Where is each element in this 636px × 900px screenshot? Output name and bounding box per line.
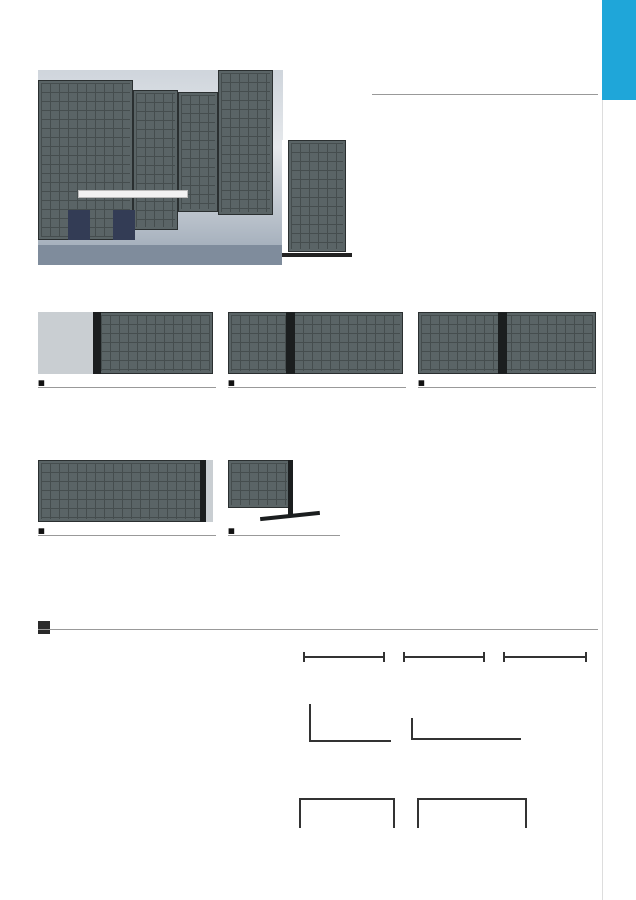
end-cover-photo (38, 460, 213, 522)
col-header-size (523, 94, 598, 95)
col-header (347, 387, 406, 388)
col-header (228, 387, 287, 388)
col-header (228, 535, 284, 536)
category-sidebar (602, 0, 636, 900)
part-table (418, 387, 596, 388)
part-title (228, 526, 406, 535)
col-header (97, 387, 156, 388)
l-pole-photo (38, 312, 213, 374)
col-header-price (447, 94, 522, 95)
part-cross-pole (418, 378, 596, 389)
stabilizer-leg-photo (228, 460, 328, 522)
cross-pole-photo (418, 312, 596, 374)
main-price-table (372, 94, 598, 95)
product-photo-room (38, 70, 283, 265)
col-header (97, 535, 156, 536)
part-title (38, 378, 216, 387)
part-t-pole (228, 378, 406, 389)
l-layout-diagram (293, 690, 593, 775)
part-table (228, 535, 340, 536)
col-header-code (372, 94, 447, 95)
col-header (284, 535, 340, 536)
sidebar-tab-working-booth[interactable] (602, 0, 636, 100)
part-title (228, 378, 406, 387)
layout-header (38, 615, 598, 627)
part-l-pole (38, 378, 216, 389)
col-header (537, 387, 596, 388)
part-end-cover (38, 526, 216, 537)
col-header (38, 535, 97, 536)
col-header (477, 387, 536, 388)
part-table (38, 387, 216, 388)
col-header (418, 387, 477, 388)
part-title (38, 526, 216, 535)
t-pole-photo (228, 312, 403, 374)
part-table (228, 387, 406, 388)
straight-layout-diagram (293, 636, 593, 684)
col-header (287, 387, 346, 388)
part-table (38, 535, 216, 536)
col-header (157, 535, 216, 536)
col-header (38, 387, 97, 388)
divider (38, 629, 598, 630)
col-header (157, 387, 216, 388)
part-title (418, 378, 596, 387)
u-layout-diagram (293, 778, 593, 853)
part-stabilizer-leg (228, 526, 406, 537)
layout-title (38, 621, 50, 634)
product-photo-panel (282, 140, 352, 268)
